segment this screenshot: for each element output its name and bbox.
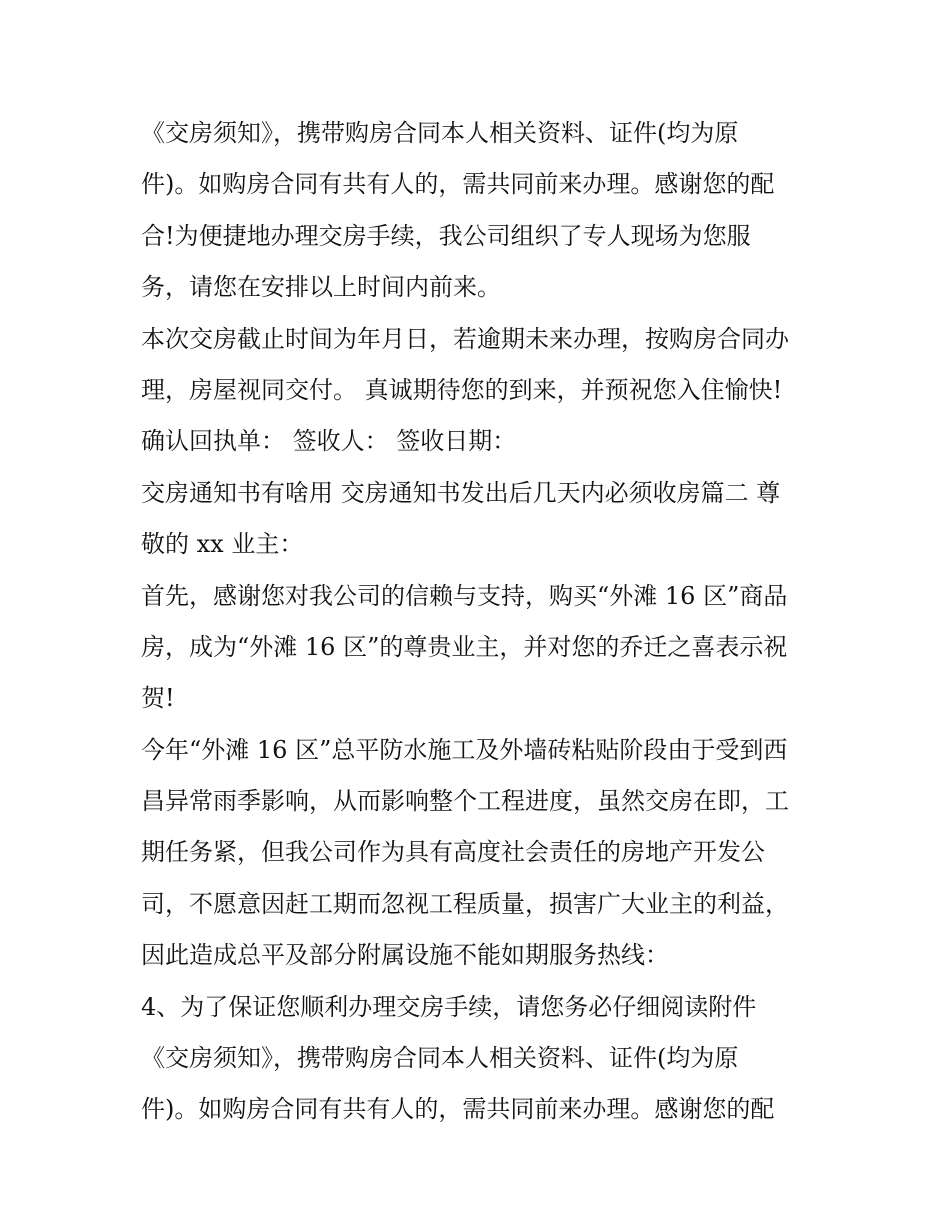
text-line: 《交房须知》，携带购房合同本人相关资料、证件(均为原 — [141, 119, 739, 147]
text-line: 合!为便捷地办理交房手续，我公司组织了专人现场为您服 — [141, 221, 751, 250]
text-line: 确认回执单： 签收人： 签收日期： — [141, 427, 517, 456]
text-line: 期任务紧，但我公司作为具有高度社会责任的房地产开发公 — [141, 838, 765, 867]
text-line: 今年“外滩 16 区”总平防水施工及外墙砖粘贴阶段由于受到西 — [141, 735, 788, 764]
text-line: 因此造成总平及部分附属设施不能如期服务热线： — [141, 941, 669, 970]
text-line: 昌异常雨季影响，从而影响整个工程进度，虽然交房在即，工 — [141, 787, 789, 816]
text-line: 件)。如购房合同有共有人的，需共同前来办理。感谢您的配 — [141, 170, 775, 199]
text-line: 务，请您在安排以上时间内前来。 — [141, 273, 501, 302]
text-line: 交房通知书有啥用 交房通知书发出后几天内必须收房篇二 尊 — [141, 478, 781, 507]
text-line: 4、为了保证您顺利办理交房手续，请您务必仔细阅读附件 — [141, 992, 757, 1021]
text-line: 本次交房截止时间为年月日，若逾期未来办理，按购房合同办 — [141, 324, 789, 353]
text-line: 《交房须知》，携带购房合同本人相关资料、证件(均为原 — [141, 1044, 739, 1073]
text-line: 房，成为“外滩 16 区”的尊贵业主，并对您的乔迁之喜表示祝 — [141, 632, 788, 661]
document-body — [141, 108, 826, 1136]
text-line: 首先，感谢您对我公司的信赖与支持，购买“外滩 16 区”商品 — [141, 581, 788, 610]
text-line: 理，房屋视同交付。 真诚期待您的到来，并预祝您入住愉快! — [141, 375, 783, 404]
text-line: 件)。如购房合同有共有人的，需共同前来办理。感谢您的配 — [141, 1095, 775, 1124]
text-line: 司，不愿意因赶工期而忽视工程质量，损害广大业主的利益， — [141, 889, 789, 918]
text-line: 贺! — [141, 684, 175, 713]
text-line: 敬的 xx 业主： — [141, 530, 304, 559]
